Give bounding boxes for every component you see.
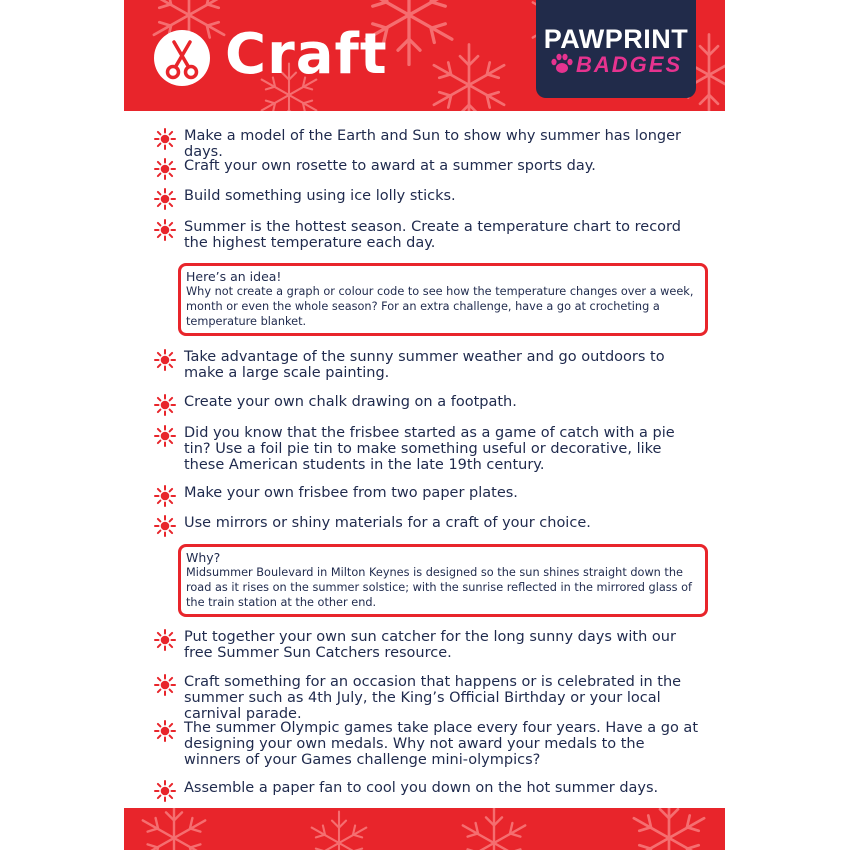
sun-icon [154, 720, 176, 742]
page-title: Craft [225, 22, 388, 87]
callout-heading: Why? [186, 550, 221, 565]
callout-heading: Here’s an idea! [186, 269, 282, 284]
sun-icon [154, 485, 176, 507]
sun-icon [154, 515, 176, 537]
list-item-text: Craft your own rosette to award at a summer sports day. [184, 158, 596, 174]
sun-icon [154, 780, 176, 802]
list-item-text: Make your own frisbee from two paper plates. [184, 485, 518, 501]
list-item-text: Did you know that the frisbee started as a game of catch with a pie tin? Use a foil pie tin to make something useful or decorative, like these American students in the late 19th century. [184, 425, 675, 473]
snowflake-decoration-icon [124, 808, 725, 850]
header-banner [124, 0, 725, 111]
pawprint-badges-logo [536, 0, 696, 98]
list-item-text: Take advantage of the sunny summer weather and go outdoors to make a large scale painting. [184, 349, 665, 381]
footer-banner [124, 808, 725, 850]
list-item-text: Make a model of the Earth and Sun to show why summer has longer days. [184, 128, 682, 160]
scissors-icon [154, 30, 210, 86]
list-item-text: Craft something for an occasion that happens or is celebrated in the summer such as 4th July, the King’s Official Birthday or your local carnival parade. [184, 674, 682, 722]
why-callout-box [178, 544, 708, 617]
list-item-text: Assemble a paper fan to cool you down on the hot summer days. [184, 780, 659, 796]
logo-text-pawprint: PAWPRINT [543, 24, 689, 54]
list-item-text: Build something using ice lolly sticks. [184, 188, 456, 204]
callout-body: Midsummer Boulevard in Milton Keynes is designed so the sun shines straight down the road as it rises on the summer solstice; with the sunrise reflected in the mirrored glass of the train station at the other end. [186, 566, 693, 609]
sun-icon [154, 349, 176, 371]
list-item-text: Create your own chalk drawing on a footpath. [184, 394, 517, 410]
sun-icon [154, 394, 176, 416]
sun-icon [154, 188, 176, 210]
paw-icon [550, 53, 574, 75]
idea-callout-box [178, 263, 708, 336]
sun-icon [154, 128, 176, 150]
logo-text-badges: BADGES [576, 52, 683, 77]
list-item-text: Use mirrors or shiny materials for a craft of your choice. [184, 515, 591, 531]
sun-icon [154, 158, 176, 180]
sun-icon [154, 425, 176, 447]
sun-icon [154, 674, 176, 696]
sun-icon [154, 219, 176, 241]
sun-icon [154, 629, 176, 651]
callout-body: Why not create a graph or colour code to see how the temperature changes over a week, month or even the whole season? For an extra challenge, have a go at crocheting a temperature blanket. [186, 285, 694, 328]
list-item-text: Summer is the hottest season. Create a temperature chart to record the highest temperature each day. [184, 219, 681, 251]
list-item-text: Put together your own sun catcher for the long sunny days with our free Summer Sun Catchers resource. [184, 629, 676, 661]
activity-sheet [124, 0, 725, 850]
list-item-text: The summer Olympic games take place every four years. Have a go at designing your own medals. Why not award your medals to the winners of your Games challenge mini-olympics? [184, 720, 699, 768]
